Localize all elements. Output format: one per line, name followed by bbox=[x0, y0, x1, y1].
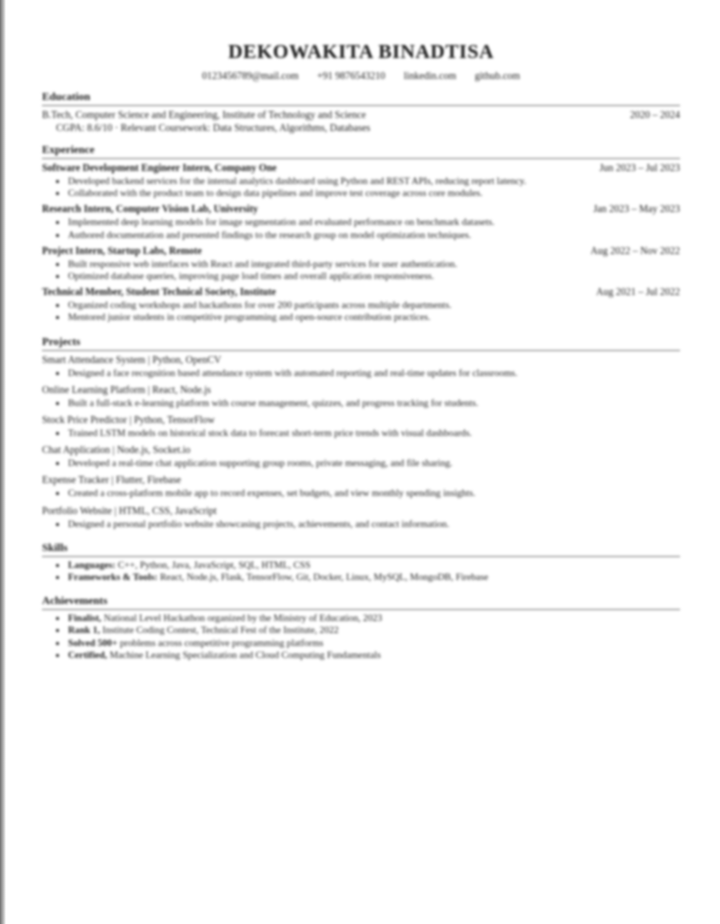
experience-bullet: • Developed backend services for the internal analytics dashboard using Python and REST APIs, reducing report latency. bbox=[68, 176, 680, 188]
project-name: Portfolio Website | HTML, CSS, JavaScript bbox=[42, 505, 217, 517]
achievement-item bbox=[68, 638, 680, 650]
project-name: Online Learning Platform | React, Node.js bbox=[42, 384, 211, 396]
education-date: 2020 – 2024 bbox=[630, 110, 680, 121]
education-school: B.Tech, Computer Science and Engineering, Institute of Technology and Science bbox=[42, 110, 366, 121]
project-item bbox=[42, 354, 680, 380]
experience-entry-heading bbox=[42, 203, 680, 216]
project-item bbox=[42, 414, 680, 440]
experience-role: Research Intern, Computer Vision Lab, University bbox=[42, 204, 259, 216]
experience-bullet: • Authored documentation and presented findings to the research group on model optimization techniques. bbox=[68, 230, 680, 242]
project-bullets bbox=[42, 398, 680, 410]
skill-label: Frameworks & Tools: bbox=[68, 572, 158, 584]
contact-linkedin[interactable]: linkedin.com bbox=[403, 71, 457, 82]
achievement-value: problems across competitive programming platforms bbox=[119, 637, 324, 649]
experience-bullet: • Optimized database queries, improving page load times and overall application responsiveness. bbox=[68, 271, 680, 283]
achievement-item bbox=[68, 625, 680, 637]
resume-document bbox=[42, 40, 680, 900]
skills-list bbox=[42, 560, 680, 584]
achievements-list bbox=[42, 613, 680, 662]
achievements-section bbox=[42, 594, 680, 662]
experience-bullets bbox=[42, 300, 680, 324]
section-heading-achievements: Achievements bbox=[42, 594, 680, 610]
project-bullet: • Built a full-stack e-learning platform with course management, quizzes, and progress tracking for students. bbox=[68, 398, 680, 410]
section-heading-skills: Skills bbox=[42, 541, 680, 557]
experience-role: Project Intern, Startup Labs, Remote bbox=[42, 245, 202, 257]
experience-entry-heading bbox=[42, 286, 680, 299]
contact-phone: +91 9876543210 bbox=[317, 71, 386, 82]
project-bullet: • Designed a face recognition based attendance system with automated reporting and real-time updates for classrooms. bbox=[68, 368, 680, 380]
experience-bullets bbox=[42, 259, 680, 283]
skill-value: C++, Python, Java, JavaScript, SQL, HTML, CSS bbox=[117, 559, 311, 571]
project-bullets bbox=[42, 428, 680, 440]
projects-section bbox=[42, 335, 680, 531]
achievement-item bbox=[68, 650, 680, 662]
contact-github[interactable]: github.com bbox=[474, 71, 521, 82]
resume-name: DEKOWAKITA BINADTISA bbox=[228, 41, 494, 63]
project-item bbox=[42, 444, 680, 470]
experience-date: Jan 2023 – May 2023 bbox=[593, 204, 680, 216]
project-bullet: • Designed a personal portfolio website showcasing projects, achievements, and contact information. bbox=[68, 519, 680, 531]
experience-bullets bbox=[42, 217, 680, 241]
experience-date: Aug 2021 – Jul 2022 bbox=[596, 287, 680, 299]
project-bullets bbox=[42, 488, 680, 500]
education-entry bbox=[42, 109, 680, 122]
section-heading-projects: Projects bbox=[42, 335, 680, 351]
skill-item bbox=[68, 572, 680, 584]
achievement-label: Solved 500+ bbox=[68, 637, 118, 649]
project-bullets bbox=[42, 368, 680, 380]
project-bullet: • Developed a real-time chat application supporting group rooms, private messaging, and file sharing. bbox=[68, 458, 680, 470]
project-item bbox=[42, 384, 680, 410]
section-heading-education: Education bbox=[42, 90, 680, 106]
achievement-label: Rank 1, bbox=[68, 625, 100, 637]
achievement-value: Institute Coding Contest, Technical Fest of the Institute, 2022 bbox=[102, 625, 339, 637]
education-section bbox=[42, 90, 680, 135]
experience-bullet: • Implemented deep learning models for image segmentation and evaluated performance on benchmark datasets. bbox=[68, 217, 680, 229]
experience-section bbox=[42, 143, 680, 325]
experience-date: Aug 2022 – Nov 2022 bbox=[590, 245, 680, 257]
contact-line bbox=[42, 70, 680, 84]
project-item bbox=[42, 474, 680, 500]
experience-bullet: • Built responsive web interfaces with React and integrated third-party services for user authentication. bbox=[68, 259, 680, 271]
project-bullets bbox=[42, 458, 680, 470]
skills-section bbox=[42, 541, 680, 584]
experience-entry-heading bbox=[42, 245, 680, 258]
achievement-label: Finalist, bbox=[68, 613, 102, 625]
achievement-item bbox=[68, 613, 680, 625]
experience-bullet: • Organized coding workshops and hackathons for over 200 participants across multiple departments. bbox=[68, 300, 680, 312]
skill-item bbox=[68, 560, 680, 572]
experience-date: Jun 2023 – Jul 2023 bbox=[599, 163, 680, 174]
education-detail: CGPA: 8.6/10 · Relevant Coursework: Data Structures, Algorithms, Databases bbox=[56, 123, 371, 134]
experience-role: Software Development Engineer Intern, Company One bbox=[42, 163, 277, 174]
achievement-value: National Level Hackathon organized by the Ministry of Education, 2023 bbox=[103, 613, 383, 625]
achievement-value: Machine Learning Specialization and Cloud Computing Fundamentals bbox=[109, 649, 381, 661]
experience-bullet: • Mentored junior students in competitive programming and open-source contribution practices. bbox=[68, 312, 680, 324]
page-left-edge bbox=[0, 0, 6, 924]
project-bullet: • Trained LSTM models on historical stock data to forecast short-term price trends with visual dashboards. bbox=[68, 428, 680, 440]
project-bullets bbox=[42, 519, 680, 531]
project-name: Stock Price Predictor | Python, TensorFlow bbox=[42, 415, 215, 427]
experience-entry-heading bbox=[42, 162, 680, 175]
experience-bullets bbox=[42, 176, 680, 200]
skill-value: React, Node.js, Flask, TensorFlow, Git, Docker, Linux, MySQL, MongoDB, Firebase bbox=[159, 572, 489, 584]
contact-email[interactable]: 0123456789@mail.com bbox=[201, 71, 299, 82]
project-name: Expense Tracker | Flutter, Firebase bbox=[42, 475, 182, 487]
experience-role: Technical Member, Student Technical Society, Institute bbox=[42, 287, 276, 299]
section-heading-experience: Experience bbox=[42, 143, 680, 159]
project-bullet: • Created a cross-platform mobile app to record expenses, set budgets, and view monthly spending insights. bbox=[68, 488, 680, 500]
project-name: Chat Application | Node.js, Socket.io bbox=[42, 445, 191, 457]
project-item bbox=[42, 505, 680, 531]
achievement-label: Certified, bbox=[68, 649, 108, 661]
skill-label: Languages: bbox=[68, 559, 116, 571]
project-name: Smart Attendance System | Python, OpenCV bbox=[42, 354, 222, 366]
experience-bullet: • Collaborated with the product team to design data pipelines and improve test coverage across core modules. bbox=[68, 188, 680, 200]
